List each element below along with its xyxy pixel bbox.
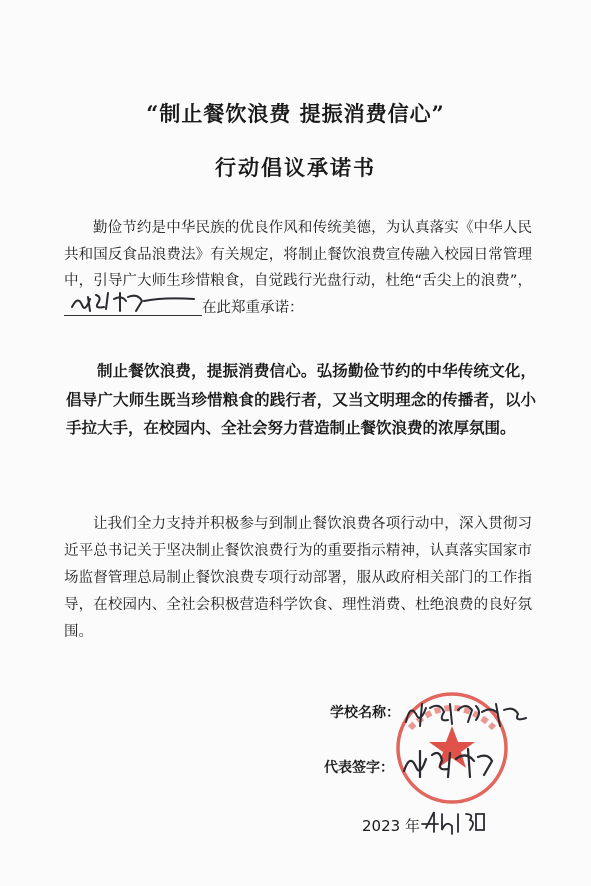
document-title-line2: 行动倡议承诺书 [215, 155, 376, 180]
paragraph-intro-suffix: 在此郑重承诺： [202, 299, 304, 316]
school-name-handwriting [400, 698, 530, 732]
inline-signature-handwriting [64, 289, 202, 317]
school-name-row [330, 702, 400, 722]
date-year: 2023 年 [362, 817, 420, 835]
representative-signature-handwriting [398, 745, 506, 783]
paragraph-intro [64, 215, 532, 321]
school-name-label: 学校名称： [330, 705, 400, 721]
document-title-line1: “制止餐饮浪费 提振消费信心” [146, 101, 445, 126]
date-handwriting [420, 806, 490, 836]
representative-label: 代表签字： [324, 760, 394, 776]
paragraph-intro-text: 勤俭节约是中华民族的优良作风和传统美德，为认真落实《中华人民共和国反食品浪费法》有关规定，将制止餐饮浪费宣传融入校园日常管理中，引导广大师生珍惜粮食，自觉践行光盘行动，杜绝“舌尖上的浪费”， [64, 220, 532, 289]
paragraph-action: 让我们全力支持并积极参与到制止餐饮浪费各项行动中，深入贯彻习近平总书记关于坚决制止餐饮浪费行为的重要指示精神，认真落实国家市场监督管理总局制止餐饮浪费专项行动部署，服从政府相关部门的工作指导，在校园内、全社会积极营造科学饮食、理性消费、杜绝浪费的良好氛围。 [64, 516, 532, 640]
paragraph-pledge: 制止餐饮浪费，提振消费信心。弘扬勤俭节约的中华传统文化，倡导广大师生既当珍惜粮食的践行者，又当文明理念的传播者，以小手拉大手，在校园内、全社会努力营造制止餐饮浪费的浓厚氛围。 [66, 362, 536, 437]
inline-signature [64, 297, 202, 316]
date-row [362, 815, 420, 836]
representative-row [324, 757, 394, 777]
